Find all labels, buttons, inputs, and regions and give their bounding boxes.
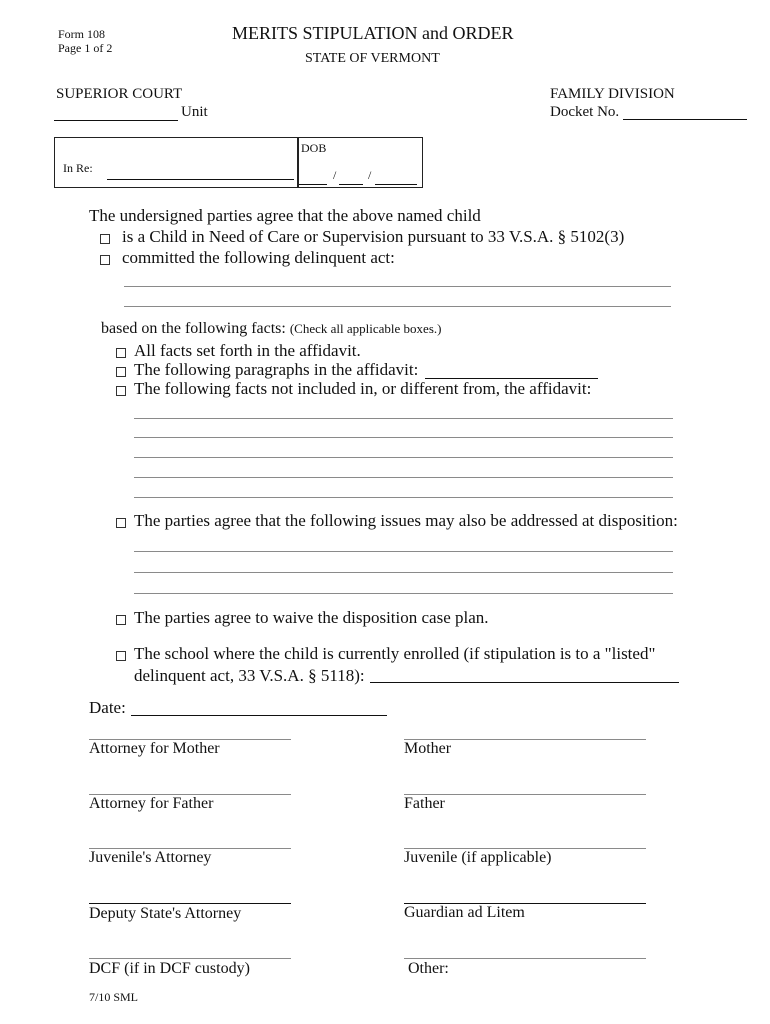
intro-text: The undersigned parties agree that the above named child — [89, 206, 481, 225]
other-facts-checkbox[interactable] — [116, 386, 126, 396]
dcf-label: DCF (if in DCF custody) — [89, 960, 250, 977]
paragraphs-checkbox[interactable] — [116, 367, 126, 377]
juvenile-label: Juvenile (if applicable) — [404, 849, 552, 866]
facts-intro — [101, 320, 441, 338]
page-title: MERITS STIPULATION and ORDER — [232, 23, 514, 43]
all-facts-label: All facts set forth in the affidavit. — [134, 341, 361, 360]
deputy-state-attorney-signature-line[interactable] — [89, 903, 291, 904]
delinquent-option-label: committed the following delinquent act: — [122, 248, 395, 267]
delinquent-checkbox[interactable] — [100, 255, 110, 265]
superior-court-label: SUPERIOR COURT — [56, 86, 183, 102]
guardian-ad-litem-label: Guardian ad Litem — [404, 904, 525, 921]
other-facts-line-5[interactable] — [134, 497, 673, 498]
other-facts-line-1[interactable] — [134, 418, 673, 419]
issues-line-1[interactable] — [134, 551, 673, 552]
cnc-checkbox[interactable] — [100, 234, 110, 244]
unit-field[interactable] — [54, 120, 178, 121]
father-label: Father — [404, 795, 445, 812]
dob-label: DOB — [301, 141, 327, 155]
paragraphs-label: The following paragraphs in the affidavit: — [134, 360, 419, 379]
issues-checkbox[interactable] — [116, 518, 126, 528]
issues-label: The parties agree that the following issues may also be addressed at disposition: — [134, 511, 678, 530]
school-label-line-2: delinquent act, 33 V.S.A. § 5118): — [134, 666, 365, 685]
footer-code: 7/10 SML — [89, 990, 139, 1004]
docket-field[interactable] — [623, 119, 747, 120]
other-label: Other: — [408, 960, 449, 977]
dob-slash-1: / — [333, 168, 337, 182]
school-label-line-1: The school where the child is currently enrolled (if stipulation is to a "listed" — [134, 644, 656, 663]
issues-line-3[interactable] — [134, 593, 673, 594]
waive-label: The parties agree to waive the disposition case plan. — [134, 608, 489, 627]
school-checkbox[interactable] — [116, 651, 126, 661]
dob-month-field[interactable] — [299, 184, 327, 185]
dob-year-field[interactable] — [375, 184, 417, 185]
dob-day-field[interactable] — [339, 184, 363, 185]
other-facts-label: The following facts not included in, or different from, the affidavit: — [134, 379, 592, 398]
page-subtitle: STATE OF VERMONT — [305, 51, 440, 66]
other-facts-line-4[interactable] — [134, 477, 673, 478]
attorney-mother-label: Attorney for Mother — [89, 740, 220, 757]
in-re-label: In Re: — [63, 161, 93, 175]
facts-intro-text: based on the following facts: — [101, 320, 286, 337]
all-facts-checkbox[interactable] — [116, 348, 126, 358]
school-field[interactable] — [370, 682, 679, 683]
cnc-option-label: is a Child in Need of Care or Supervision pursuant to 33 V.S.A. § 5102(3) — [122, 227, 625, 246]
other-facts-line-2[interactable] — [134, 437, 673, 438]
date-label: Date: — [89, 698, 126, 717]
dcf-signature-line[interactable] — [89, 958, 291, 959]
issues-line-2[interactable] — [134, 572, 673, 573]
delinquent-act-line-1[interactable] — [124, 286, 671, 287]
deputy-state-attorney-label: Deputy State's Attorney — [89, 905, 242, 922]
facts-note: (Check all applicable boxes.) — [289, 321, 442, 336]
dob-slash-2: / — [368, 168, 372, 182]
unit-label: Unit — [181, 104, 208, 120]
juvenile-attorney-label: Juvenile's Attorney — [89, 849, 212, 866]
docket-label: Docket No. — [550, 104, 620, 120]
page-number: Page 1 of 2 — [58, 41, 113, 55]
other-signature-line[interactable] — [404, 958, 646, 959]
mother-label: Mother — [404, 740, 452, 757]
other-facts-line-3[interactable] — [134, 457, 673, 458]
date-field[interactable] — [131, 715, 387, 716]
form-number: Form 108 — [58, 27, 106, 41]
family-division-label: FAMILY DIVISION — [550, 86, 675, 102]
waive-checkbox[interactable] — [116, 615, 126, 625]
attorney-father-label: Attorney for Father — [89, 795, 214, 812]
delinquent-act-line-2[interactable] — [124, 306, 671, 307]
child-name-field[interactable] — [107, 179, 294, 180]
